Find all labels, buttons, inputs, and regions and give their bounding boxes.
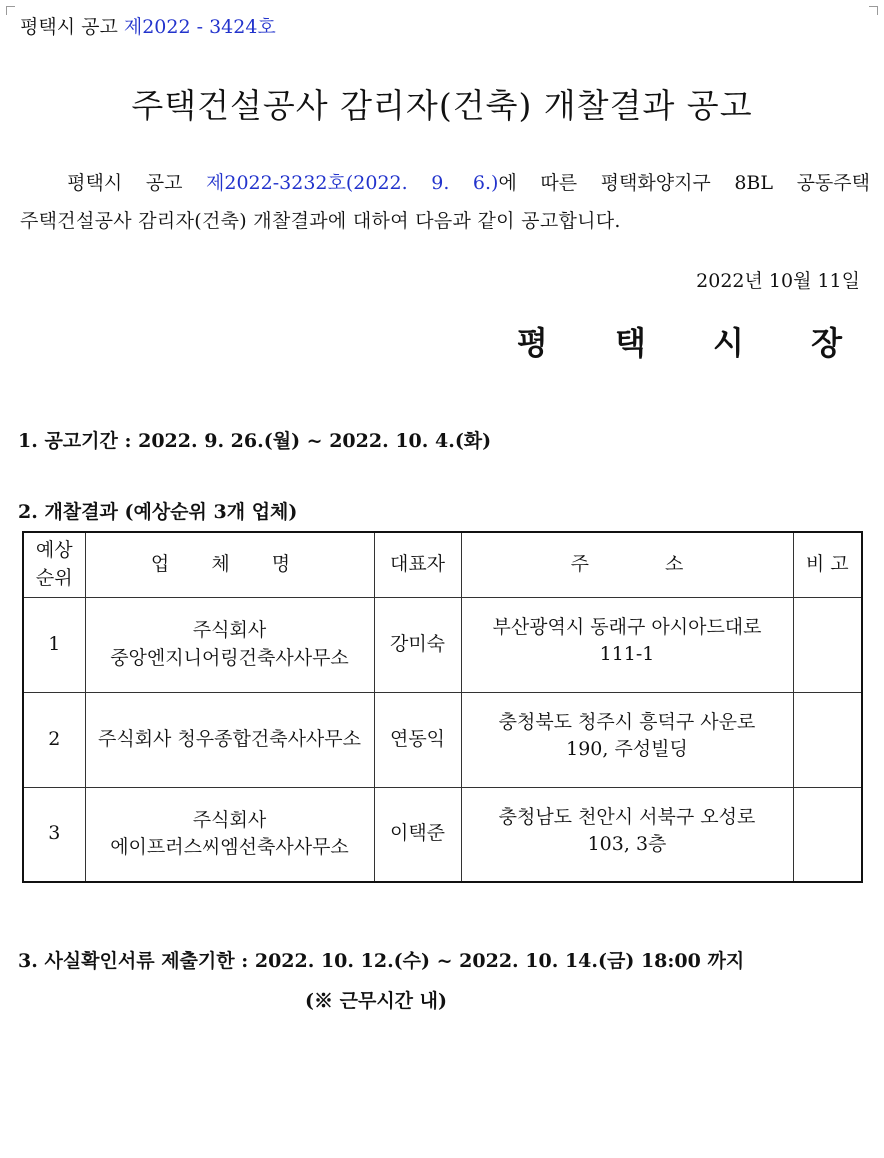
row-address	[461, 692, 793, 787]
address-line2: 190, 주성빌딩	[566, 738, 688, 761]
table-row	[23, 597, 862, 692]
row-company	[85, 597, 374, 692]
intro-line-2: 주택건설공사 감리자(건축) 개찰결과에 대하여 다음과 같이 공고합니다.	[20, 210, 621, 232]
table-header-row	[23, 532, 862, 597]
section-deadline-note: (※ 근무시간 내)	[305, 990, 447, 1012]
header-rank	[23, 532, 85, 597]
row-address	[461, 787, 793, 882]
notice-number	[20, 12, 276, 39]
company-line2: 중앙엔지니어링건축사사무소	[110, 646, 349, 669]
page-corner-mark-right	[869, 6, 878, 15]
row-rank: 2	[23, 692, 85, 787]
header-rank-line1: 예상	[35, 539, 73, 562]
header-company	[85, 532, 374, 597]
address-line1: 부산광역시 동래구 아시아드대로	[492, 615, 762, 638]
section-period: 1. 공고기간 : 2022. 9. 26.(월) ~ 2022. 10. 4.(화)	[18, 430, 492, 452]
table-row	[23, 692, 862, 787]
announcement-date: 2022년 10월 11일	[696, 270, 860, 292]
intro-reference: 제2022-3232호(2022. 9. 6.)	[206, 172, 499, 194]
address-line1: 충청북도 청주시 흥덕구 사운로	[498, 710, 756, 733]
company-line1: 주식회사	[192, 618, 267, 641]
page-corner-mark-left	[6, 6, 15, 15]
company-line1: 주식회사	[192, 808, 267, 831]
header-note: 비 고	[793, 532, 862, 597]
result-table	[22, 531, 863, 883]
address-line2: 111-1	[599, 643, 655, 666]
row-company	[85, 692, 374, 787]
company-line2: 에이프러스씨엠선축사사무소	[110, 836, 349, 859]
notice-number-prefix: 평택시 공고	[20, 16, 124, 38]
row-ceo: 이택준	[374, 787, 461, 882]
header-address	[461, 532, 793, 597]
section-result-heading: 2. 개찰결과 (예상순위 3개 업체)	[18, 501, 298, 523]
header-ceo: 대표자	[374, 532, 461, 597]
header-company-label: 업 체 명	[150, 552, 309, 575]
issuer-signature: 평 택 시 장	[516, 324, 870, 362]
intro-line-1	[20, 168, 870, 195]
header-address-label: 주 소	[570, 552, 684, 575]
document-title: 주택건설공사 감리자(건축) 개찰결과 공고	[131, 86, 753, 125]
row-rank: 3	[23, 787, 85, 882]
notice-number-value: 제2022 - 3424호	[123, 16, 276, 38]
row-note	[793, 787, 862, 882]
row-address	[461, 597, 793, 692]
row-company	[85, 787, 374, 882]
row-note	[793, 692, 862, 787]
section-document-deadline: 3. 사실확인서류 제출기한 : 2022. 10. 12.(수) ~ 2022. 10. 14.(금) 18:00 까지	[18, 950, 745, 972]
company-line1: 주식회사 청우종합건축사사무소	[98, 727, 361, 750]
intro-line-1-prefix: 평택시 공고	[67, 172, 207, 194]
row-ceo: 연동익	[374, 692, 461, 787]
address-line1: 충청남도 천안시 서북구 오성로	[498, 805, 756, 828]
table-row	[23, 787, 862, 882]
row-note	[793, 597, 862, 692]
row-ceo: 강미숙	[374, 597, 461, 692]
address-line2: 103, 3층	[587, 833, 667, 856]
intro-line-1-suffix: 에 따른 평택화양지구 8BL 공동주택	[498, 172, 870, 194]
header-rank-line2: 순위	[35, 566, 73, 589]
row-rank: 1	[23, 597, 85, 692]
